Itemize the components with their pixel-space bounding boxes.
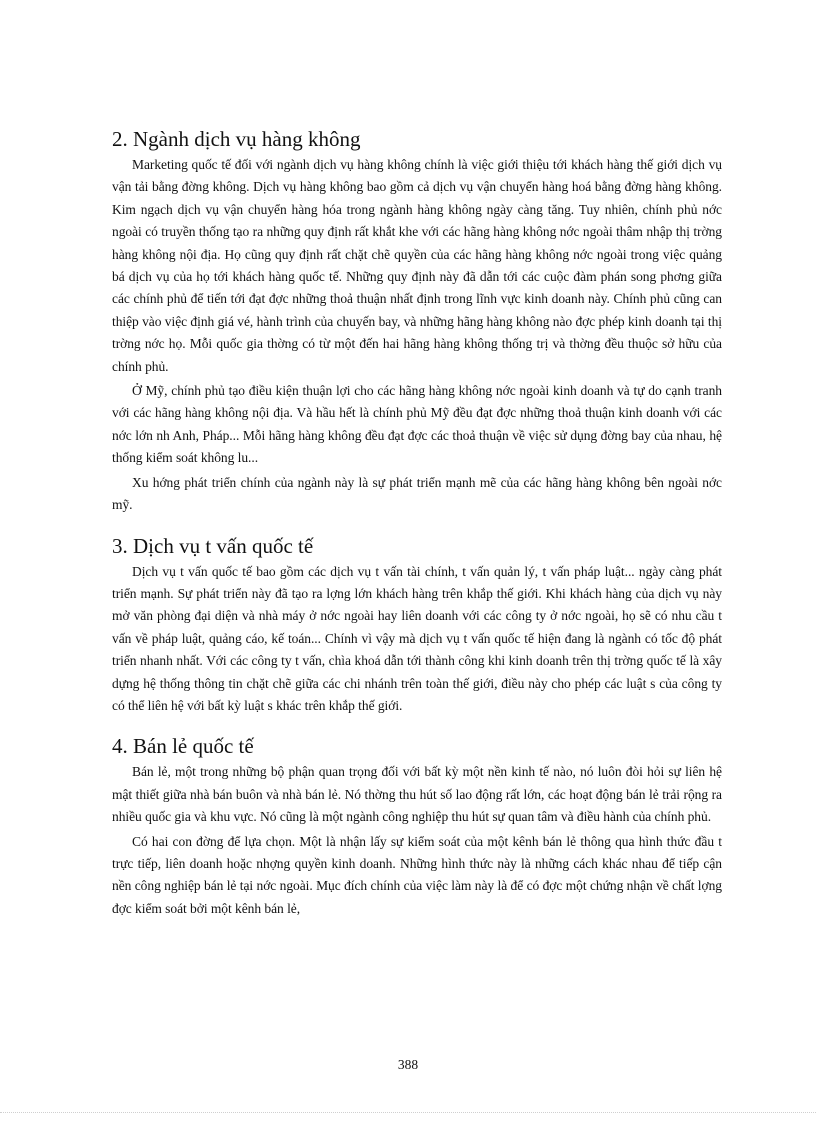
page-number: 388 [397, 1057, 419, 1072]
section-heading: 3. Dịch vụ t vấn quốc tế [112, 533, 314, 558]
section-consulting-services [112, 533, 722, 718]
page-content [112, 126, 722, 922]
section-heading: 4. Bán lẻ quốc tế [112, 734, 254, 759]
section-spacer [112, 519, 722, 533]
paragraph: Xu hớng phát triển chính của ngành này là sự phát triển mạnh mẽ của các hãng hàng không bên ngoài nớc mỹ. [112, 474, 722, 513]
paragraph: Ở Mỹ, chính phủ tạo điều kiện thuận lợi cho các hãng hàng không nớc ngoài kinh doanh và tự do cạnh tranh với các hãng hàng không nội địa. Và hầu hết là chính phủ Mỹ đều đạt đợc những thoả thuận kinh doanh với các nớc lớn nh Anh, Pháp... Mỗi hãng hàng không đều đạt đợc các thoả thuận về việc sử dụng đờng bay của nhau, hệ thống kiểm soát không lu... [112, 383, 722, 466]
paragraph: Dịch vụ t vấn quốc tế bao gồm các dịch vụ t vấn tài chính, t vấn quản lý, t vấn pháp luật... ngày càng phát triển mạnh. Sự phát triển này đã tạo ra lợng lớn khách hàng trên khắp thế giới. Khi khách hàng của dịch vụ này mở văn phòng đại diện và nhà máy ở nớc ngoài hay liên doanh với các công ty ở nớc ngoài, họ sẽ có nhu cầu t vấn về pháp luật, quảng cáo, kế toán... Chính vì vậy mà dịch vụ t vấn quốc tế hiện đang là ngành có tốc độ phát triển nhanh nhất. Với các công ty t vấn, chìa khoá dẫn tới thành công khi kinh doanh trên thị trờng quốc tế là xây dựng hệ thống thông tin chặt chẽ giữa các chi nhánh trên toàn thế giới, điều này cho phép các luật s của công ty có thể liên hệ với bất kỳ luật s khác trên khắp thế giới. [112, 563, 722, 713]
section-heading: 2. Ngành dịch vụ hàng không [112, 127, 361, 151]
paragraph: Marketing quốc tế đối với ngành dịch vụ hàng không chính là việc giới thiệu tới khách hàng thế giới dịch vụ vận tải bằng đờng không. Dịch vụ hàng không bao gồm cả dịch vụ vận chuyển hàng hoá bằng đờng hàng không. Kim ngạch dịch vụ vận chuyển hàng hóa trong ngành hàng không ngày càng tăng. Tuy nhiên, chính phủ nớc ngoài có truyền thống tạo ra những quy định rất khắt khe với các hãng hàng không nớc ngoài thâm nhập thị trờng hàng không nội địa. Họ cũng quy định rất chặt chẽ quyền của các hãng hàng không nớc ngoài trong việc quảng bá dịch vụ của họ tới khách hàng quốc tế. Những quy định này đã dẫn tới các cuộc đàm phán song phơng giữa các chính phủ để tiến tới đạt đợc những thoả thuận nhất định trong lĩnh vực kinh doanh này. Chính phủ cũng can thiệp vào việc định giá vé, hành trình của chuyến bay, và những hãng hàng không nào đợc phép kinh doanh tại thị trờng nớc họ. Mỗi quốc gia thờng có từ một đến hai hãng hàng không thống trị và thờng đều thuộc sở hữu của chính phủ. [112, 157, 722, 374]
section-spacer [112, 719, 722, 733]
page-bottom-divider [0, 1112, 816, 1113]
paragraph: Có hai con đờng để lựa chọn. Một là nhận lấy sự kiểm soát của một kênh bán lẻ thông qua hình thức đầu t trực tiếp, liên doanh hoặc nhợng quyền kinh doanh. Những hình thức này là những cách khác nhau để tiếp cận nền công nghiệp bán lẻ tại nớc ngoài. Mục đích chính của việc làm này là để có đợc một chứng nhận về chất lợng đợc kiểm soát bởi một kênh bán lẻ, [112, 833, 722, 916]
section-international-retail [112, 733, 722, 920]
paragraph: Bán lẻ, một trong những bộ phận quan trọng đối với bất kỳ một nền kinh tế nào, nó luôn đòi hỏi sự liên hệ mật thiết giữa nhà bán buôn và nhà bán lẻ. Nó thờng thu hút số lao động rất lớn, các hoạt động bán lẻ trải rộng ra nhiều quốc gia và khu vực. Nó cũng là một ngành công nghiệp thu hút sự quan tâm và điều hành của chính phủ. [112, 764, 722, 825]
section-aviation-services [112, 126, 722, 517]
